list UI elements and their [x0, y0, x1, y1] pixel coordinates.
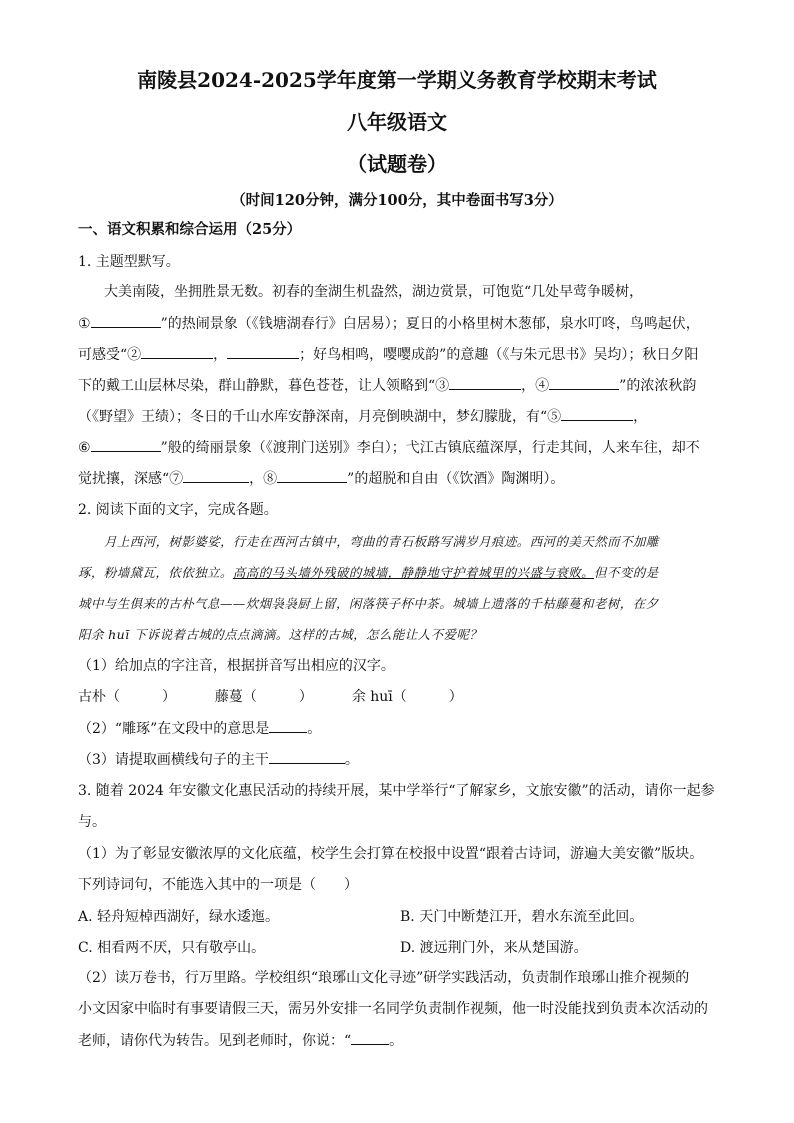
item-yuhui: 余 huī（ ）: [351, 689, 463, 705]
exam-note: （时间120分钟，满分100分，其中卷面书写3分）: [231, 192, 563, 209]
q2-passage-1: 月上西河，树影婆娑，行走在西河古镇中，弯曲的青石板路写满岁月痕迹。西河的美天然而不加雕: [104, 534, 659, 549]
answer-blank-2a[interactable]: [141, 344, 213, 359]
q3-line-1: 3. 随着 2024 年安徽文化惠民活动的持续开展，某中学举行“了解家乡，文旅安徽”的活动，请你一起参: [78, 783, 715, 799]
answer-blank-7[interactable]: [183, 468, 249, 483]
answer-blank-trunk[interactable]: [269, 749, 345, 764]
underlined-sentence: 高高的马头墙外残破的城墙，静静地守护着城里的兴盛与衰败。: [232, 565, 595, 580]
q3-sub-2-line-3: 老师，请你代为转告。见到老师时，你说：“ 。: [78, 1030, 728, 1051]
q1-line-1: 大美南陵，坐拥胜景无数。初春的奎湖生机盎然，湖边赏景，可饱览“几处早莺争暖树，: [104, 284, 644, 300]
q3-sub-1-line-1: （1）为了彰显安徽浓厚的文化底蕴，校学生会打算在校报中设置“跟着古诗词，游遍大美安徽”版块。: [78, 846, 704, 862]
q1-title: 1. 主题型默写。: [78, 254, 180, 270]
q2-sub-1: （1）给加点的字注音，根据拼音写出相应的汉字。: [78, 658, 395, 674]
answer-blank-relay[interactable]: [351, 1030, 389, 1045]
answer-blank-6[interactable]: [91, 437, 161, 452]
q1-line-7: 觉扰攘，深感“⑦ ，⑧ ”的超脱和自由（《饮酒》陶渊明）。: [78, 468, 728, 489]
q2-passage-3: 城中与生俱来的古朴气息——炊烟袅袅厨上留，闲落筷子杯中茶。城墙上遗落的千枯藤蔓和老树，在夕: [78, 596, 659, 611]
exam-title: 南陵县2024-2025学年度第一学期义务教育学校期末考试: [137, 68, 657, 92]
item-tengman: 藤蔓（ ）: [214, 689, 313, 705]
q2-title: 2. 阅读下面的文字，完成各题。: [78, 502, 278, 518]
q2-sub-2: （2）“雕琢”在文段中的意思是 。: [78, 718, 728, 739]
answer-blank-4[interactable]: [549, 375, 619, 390]
q1-line-3: 可感受“② ， ；好鸟相鸣，嘤嘤成韵”的意趣（《与朱元思书》吴均）；秋日夕阳: [78, 344, 728, 365]
q2-sub-3: （3）请提取画横线句子的主干 。: [78, 749, 728, 770]
answer-blank-8[interactable]: [277, 468, 347, 483]
item-gupu: 古朴（ ）: [78, 689, 176, 705]
option-c[interactable]: C. 相看两不厌，只有敬亭山。: [78, 940, 266, 956]
option-d[interactable]: D. 渡远荆门外，来从楚国游。: [400, 940, 588, 956]
q2-passage-4: 阳余 huī 下诉说着古城的点点滴滴。这样的古城，怎么能让人不爱呢？: [78, 627, 483, 642]
exam-subject: 八年级语文: [347, 110, 447, 134]
option-a[interactable]: A. 轻舟短棹西湖好，绿水逶迤。: [78, 909, 280, 925]
q1-line-6: ⑥ ”般的绮丽景象（《渡荆门送别》李白）；弋江古镇底蕴深厚，行走其间，人来车往，却不: [78, 437, 728, 458]
answer-blank-1[interactable]: [91, 313, 161, 328]
q3-sub-2-line-2: 小文因家中临时有事要请假三天，需另外安排一名同学负责制作视频，他一时没能找到负责本次活动的: [78, 1001, 708, 1017]
q3-line-2: 与。: [78, 814, 106, 830]
q3-sub-1-line-2: 下列诗词句，不能选入其中的一项是（ ）: [78, 877, 358, 893]
answer-blank-5[interactable]: [561, 406, 633, 421]
q1-line-5: （《野望》王绩）；冬日的千山水库安静深南，月亮倒映湖中，梦幻朦胧，有“⑤ ，: [78, 406, 728, 427]
q2-passage-2: 琢，粉墙黛瓦，依依独立。高高的马头墙外残破的城墙，静静地守护着城里的兴盛与衰败。但不变的是: [78, 565, 659, 580]
option-b[interactable]: B. 天门中断楚江开，碧水东流至此回。: [400, 909, 644, 925]
section-heading: 一、语文积累和综合运用（25分）: [78, 221, 302, 238]
answer-blank-diaozhuo[interactable]: [269, 718, 307, 733]
answer-blank-2b[interactable]: [227, 344, 299, 359]
answer-blank-3[interactable]: [449, 375, 521, 390]
q1-line-4: 下的戴工山层林尽染，群山静默，暮色苍苍，让人领略到“③ ，④ ”的浓浓秋韵: [78, 375, 728, 396]
q3-sub-2-line-1: （2）读万卷书，行万里路。学校组织“琅琊山文化寻迹”研学实践活动，负责制作琅琊山推介视频的: [78, 970, 690, 986]
paper-type: （试题卷）: [347, 152, 447, 176]
q2-sub-1-items: [78, 687, 728, 707]
q1-line-2: ① ”的热闹景象（《钱塘湖春行》白居易）；夏日的小格里树木葱郁，泉水叮咚，鸟鸣起伏，: [78, 313, 728, 334]
